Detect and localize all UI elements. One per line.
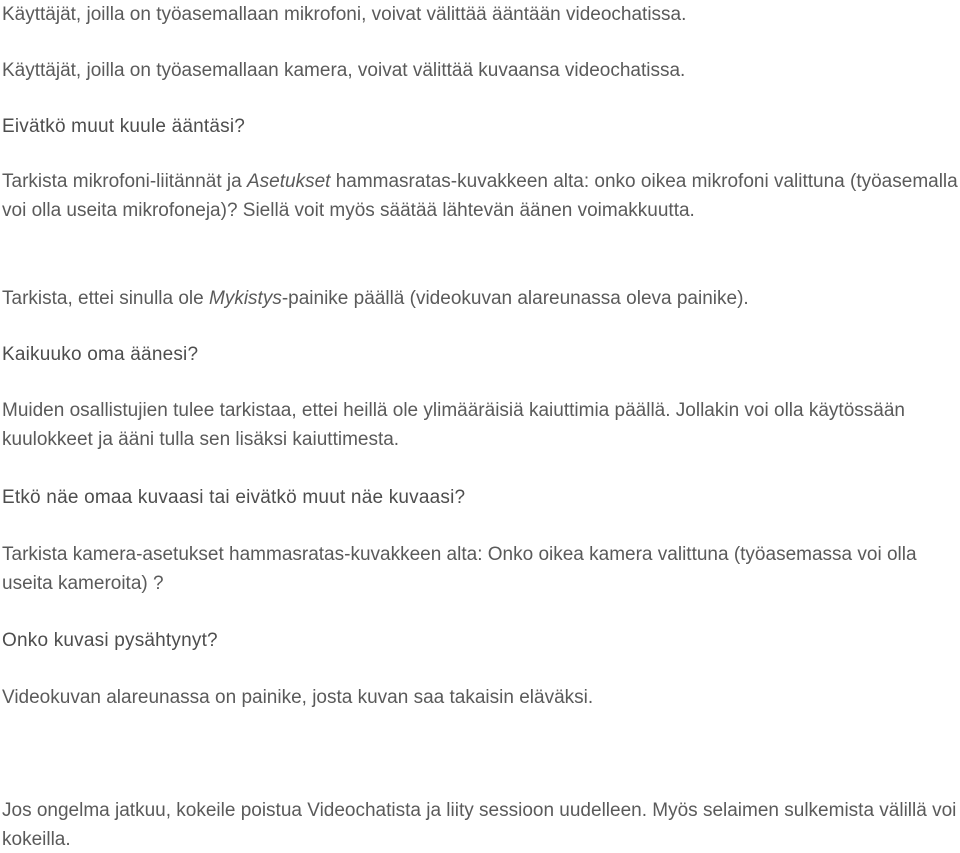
settings-term: Asetukset: [246, 171, 331, 192]
intro-line-camera: Käyttäjät, joilla on työasemallaan kamera, voivat välittää kuvaansa videochatissa.: [2, 60, 686, 81]
heading-echo: Kaikuuko oma äänesi?: [2, 344, 199, 365]
mute-term: Mykistys: [209, 288, 282, 309]
paragraph-frozen-video: Videokuvan alareunassa on painike, josta kuvan saa takaisin eläväksi.: [2, 687, 594, 708]
heading-video: Etkö näe omaa kuvaasi tai eivätkö muut näe kuvaasi?: [2, 487, 466, 508]
microphone-settings-text-start: Tarkista mikrofoni-liitännät ja: [2, 171, 247, 192]
intro-line-microphone: Käyttäjät, joilla on työasemallaan mikrofoni, voivat välittää ääntään videochatissa.: [2, 4, 687, 25]
heading-frozen-video: Onko kuvasi pysähtynyt?: [2, 630, 218, 651]
mute-check-text-end: -painike päällä (videokuvan alareunassa oleva painike).: [281, 288, 749, 309]
heading-sound: Eivätkö muut kuule ääntäsi?: [2, 116, 246, 137]
paragraph-mute-check: [2, 284, 960, 313]
paragraph-echo-advice: Muiden osallistujien tulee tarkistaa, ettei heillä ole ylimääräisiä kaiuttimia päällä. Jollakin voi olla käytössään kuulokkeet ja ääni tulla sen lisäksi kaiuttimesta.: [2, 400, 905, 450]
paragraph-footer-advice: Jos ongelma jatkuu, kokeile poistua Videochatista ja liity sessioon uudelleen. Myös selaimen sulkemista välillä voi kokeilla.: [2, 800, 957, 850]
microphone-settings-text-end: hammasratas-kuvakkeen alta: onko oikea mikrofoni valittuna (työasemalla voi olla useita mikrofoneja)? Siellä voit myös säätää lähtevän äänen voimakkuutta.: [2, 171, 958, 221]
paragraph-camera-settings: Tarkista kamera-asetukset hammasratas-kuvakkeen alta: Onko oikea kamera valittuna (työasemassa voi olla useita kameroita) ?: [2, 544, 917, 594]
mute-check-text-start: Tarkista, ettei sinulla ole: [2, 288, 209, 309]
paragraph-microphone-settings: [2, 167, 960, 225]
